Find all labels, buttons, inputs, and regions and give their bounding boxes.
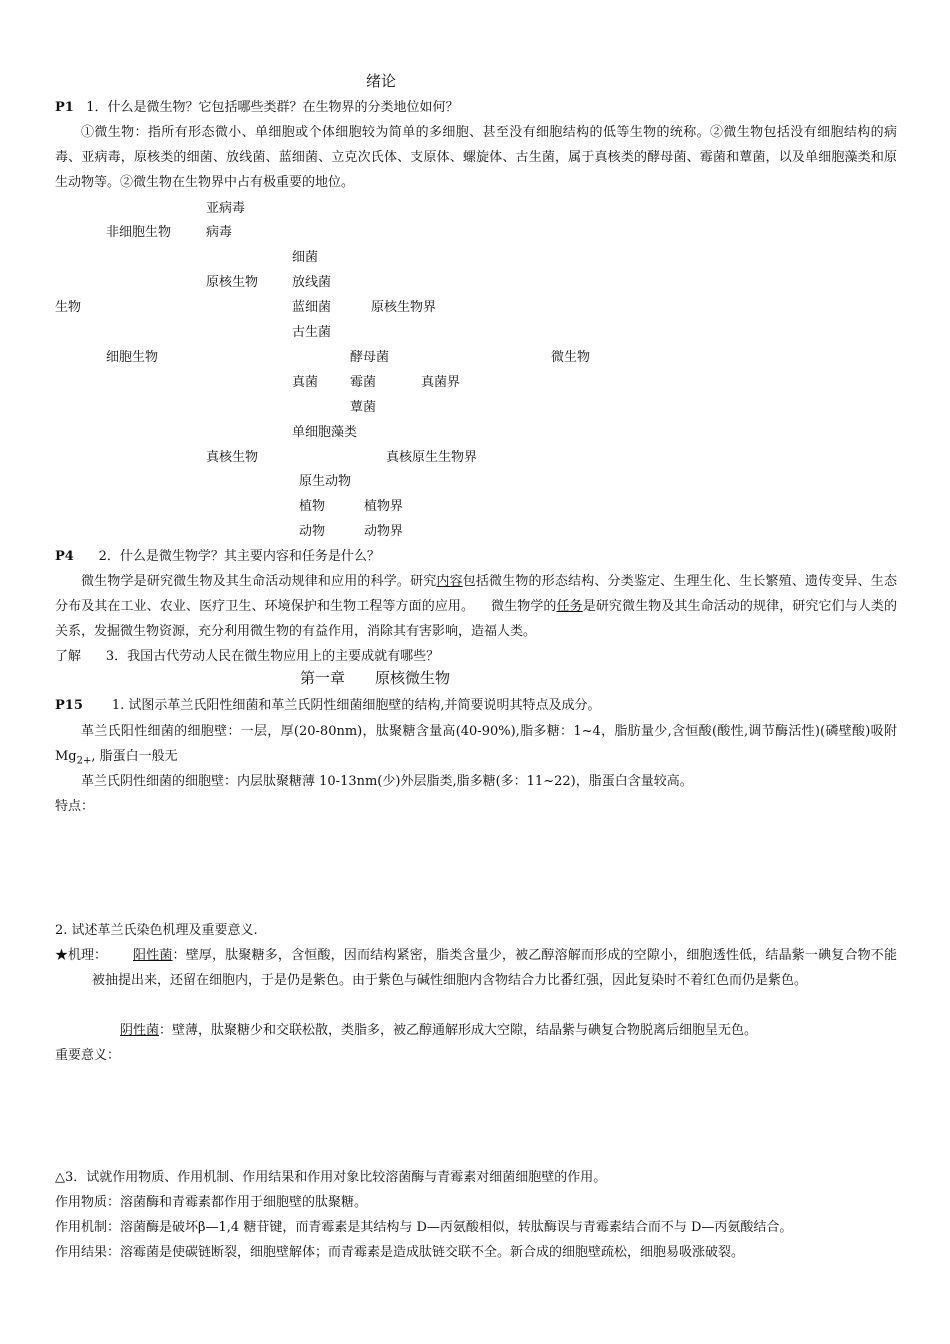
mechanism-label: ★机理： <box>55 948 108 963</box>
page-ref: 了解 <box>55 649 82 664</box>
tree-node: 真菌 <box>292 375 319 390</box>
underlined-term: 阴性菌 <box>120 1023 160 1038</box>
underlined-term: 内容 <box>436 574 463 589</box>
tree-node: 古生菌 <box>292 325 332 340</box>
underlined-term: 阳性菌 <box>133 948 173 963</box>
tree-node: 真核原生生物界 <box>386 450 478 465</box>
question-ch1-3: △3．试就作用物质、作用机制、作用结果和作用对象比较溶菌酶与青霉素对细菌细胞壁的作用。 <box>55 1170 607 1185</box>
tree-node: 单细胞藻类 <box>292 425 358 440</box>
question-text: 2．什么是微生物学？其主要内容和任务是什么？ <box>98 549 380 564</box>
answer-text: 微生物学是研究微生物及其生命活动规律和应用的科学。研究 <box>81 574 437 589</box>
tree-node: 细胞生物 <box>106 350 159 365</box>
answer-text: 包括微生物的形态结构、分类鉴定、生理生化、生长繁殖、遗传变异、生态分布及其在工业、农业、医疗卫生、环境保护和生物工程等方面的应用。 <box>55 574 897 614</box>
answer-2 <box>55 569 897 644</box>
significance-label: 重要意义： <box>55 1048 121 1063</box>
answer-text: 是研究微生物及其生命活动的规律，研究它们与人类的关系，发掘微生物资源，充分利用微生物的有益作用，消除其有害影响，造福人类。 <box>55 599 897 639</box>
page-ref: P4 <box>55 549 74 564</box>
tree-node: 细菌 <box>292 250 319 265</box>
tree-node: 动物 <box>299 524 326 539</box>
page-ref: P1 <box>55 100 74 115</box>
underlined-term: 任务 <box>556 599 583 614</box>
action-mechanism: 作用机制：溶菌酶是破坏β—1,4 糖苷键，而青霉素是其结构与 D—丙氨酸相似，转肽酶误与青霉素结合而不与 D—丙氨酸结合。 <box>55 1220 793 1235</box>
gram-positive-mechanism <box>92 943 897 993</box>
question-3 <box>55 648 439 666</box>
page-ref: P15 <box>55 698 83 713</box>
answer-text: ：壁薄，肽聚糖少和交联松散，类脂多，被乙醇通解形成大空隙，结晶紫与碘复合物脱离后细胞呈无色。 <box>159 1023 758 1038</box>
tree-node: 原生动物 <box>299 474 352 489</box>
question-ch1-1 <box>55 697 600 715</box>
question-1 <box>55 99 459 117</box>
question-text: 3．我国古代劳动人民在微生物应用上的主要成就有哪些？ <box>105 649 440 664</box>
tree-node: 原核生物 <box>206 275 259 290</box>
answer-text: 革兰氏阳性细菌的细胞壁：一层，厚(20-80nm)，肽聚糖含量高(40-90%),脂多糖：1~4，脂肪量少,含恒酸(酸性,调节酶活性)(磷壁酸)吸附 Mg <box>55 724 897 764</box>
tree-node: 原核生物界 <box>371 300 437 315</box>
question-2 <box>55 548 380 566</box>
gram-negative-mechanism <box>120 1018 897 1043</box>
tree-node: 亚病毒 <box>206 201 246 216</box>
question-text: 1. 试图示革兰氏阳性细菌和革兰氏阴性细菌细胞壁的结构,并简要说明其特点及成分。 <box>111 698 601 713</box>
answer-text: ：壁厚，肽聚糖多，含恒酸，因而结构紧密，脂类含量少，被乙醇溶解而形成的空隙小，细胞透性低，结晶紫一碘复合物不能被抽提出来，还留在细胞内，于是仍是紫色。由于紫色与碱性细胞内含物结合力比番红强，因此复染时不着红色而仍是紫色。 <box>92 948 897 988</box>
answer-1: ①微生物：指所有形态微小、单细胞或个体细胞较为简单的多细胞、甚至没有细胞结构的低等生物的统称。②微生物包括没有细胞结构的病毒、亚病毒，原核类的细菌、放线菌、蓝细菌、立克次氏体、支原体、螺旋体、古生菌，属于真核类的酵母菌、霉菌和蕈菌，以及单细胞藻类和原生动物等。②微生物在生物界中占有极重要的地位。 <box>55 125 897 190</box>
tree-node: 动物界 <box>364 524 404 539</box>
question-text: 1．什么是微生物？它包括哪些类群？在生物界的分类地位如何？ <box>86 100 459 115</box>
tree-node: 病毒 <box>206 225 233 240</box>
tree-node: 真核生物 <box>206 450 259 465</box>
section-title-intro: 绪论 <box>366 72 397 90</box>
answer-text: 微生物学的 <box>491 599 557 614</box>
tree-node: 蕈菌 <box>350 400 377 415</box>
chapter-title: 第一章 原核微生物 <box>300 669 451 687</box>
answer-text: , 脂蛋白一般无 <box>91 749 178 764</box>
action-substance: 作用物质：溶菌酶和青霉素都作用于细胞壁的肽聚糖。 <box>55 1195 368 1210</box>
tree-node: 微生物 <box>551 350 591 365</box>
tree-node: 放线菌 <box>292 275 332 290</box>
tree-node: 酵母菌 <box>350 350 390 365</box>
tree-node: 植物 <box>299 499 326 514</box>
question-ch1-2: 2. 试述革兰氏染色机理及重要意义. <box>55 923 258 938</box>
tree-node: 真菌界 <box>421 375 461 390</box>
gram-positive-wall <box>55 719 897 774</box>
tree-node: 霉菌 <box>350 375 377 390</box>
tree-node: 非细胞生物 <box>106 225 172 240</box>
subscript: 2+ <box>76 755 92 767</box>
tree-node: 蓝细菌 <box>292 300 332 315</box>
action-result: 作用结果：溶霉菌是使碳链断裂，细胞壁解体；而青霉素是造成肽链交联不全。新合成的细胞壁疏松，细胞易吸涨破裂。 <box>55 1245 745 1260</box>
tree-node: 植物界 <box>364 499 404 514</box>
gram-negative-wall: 革兰氏阴性细菌的细胞壁：内层肽聚糖薄 10-13nm(少)外层脂类,脂多糖(多：11~22)，脂蛋白含量较高。 <box>81 774 693 789</box>
features-label: 特点： <box>55 799 95 814</box>
tree-node: 生物 <box>55 300 82 315</box>
